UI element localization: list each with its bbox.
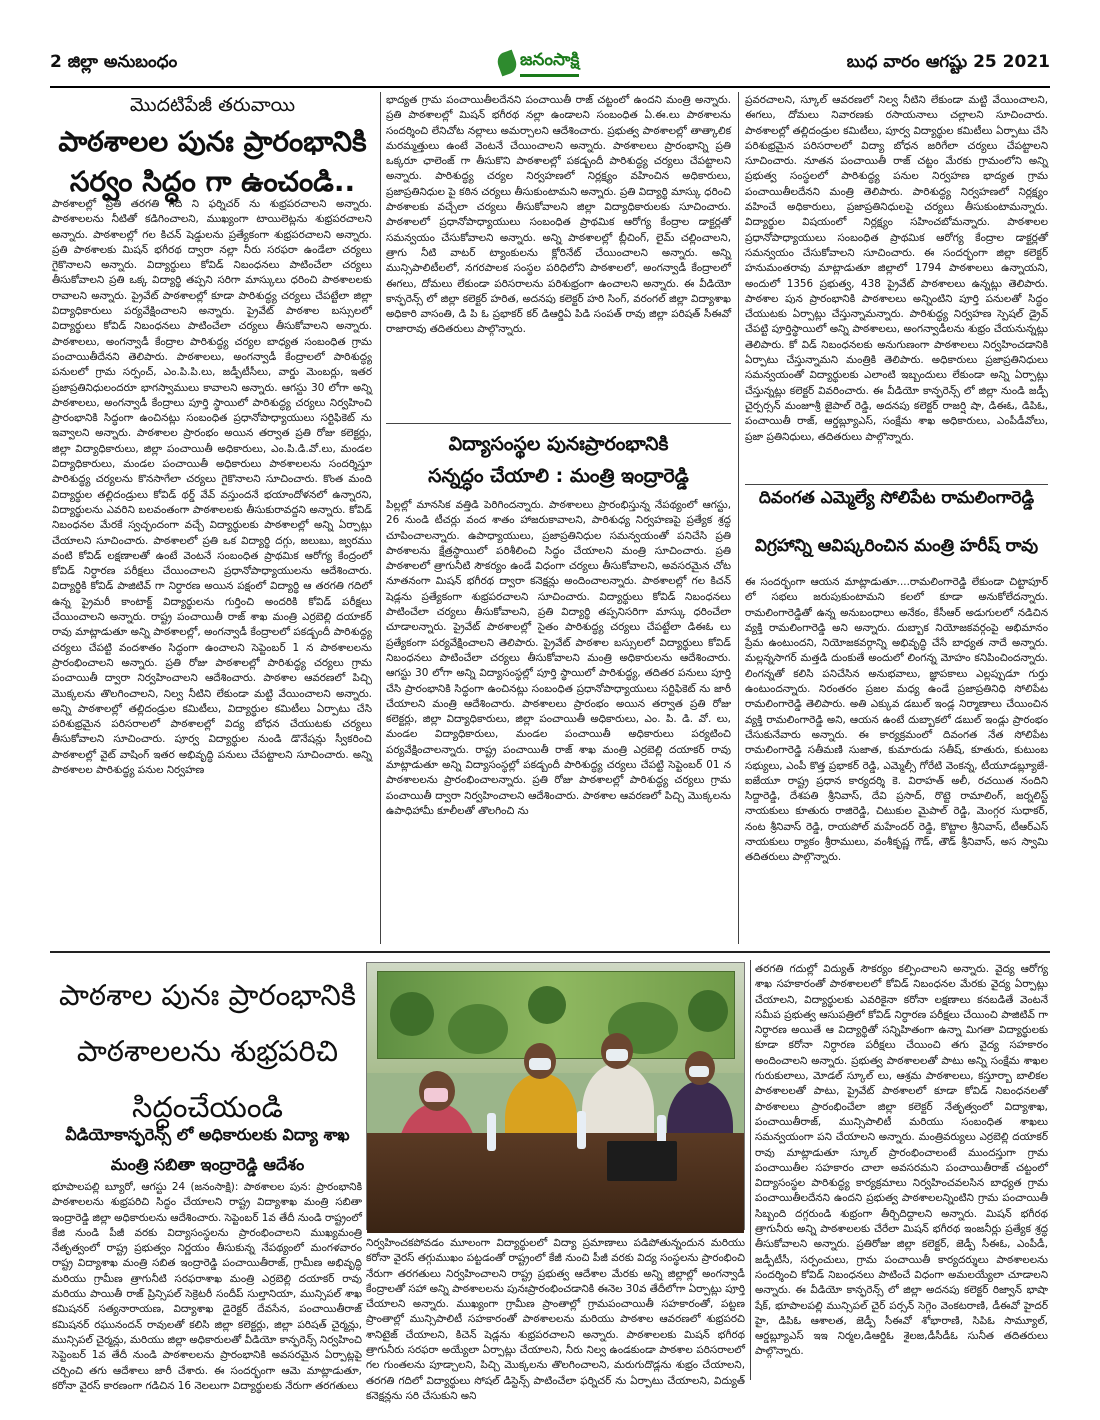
education-story-body: పిల్లల్లో మానసిక వత్తిడి పెరిగిందన్నారు. పాఠశాలలు ప్రారంభిస్తున్న నేపథ్యంలో ఆగస్టు, 26 నుండి టీచర్లు వంద శాతం హాజరుకావాలని, పారిశుధ్య నిర్వహణపై ప్రత్యేక శ్రద్ధ చూపించాలన్నారు. ఉపాధ్యాయులు, ప్రజాప్రతినిధుల సమన్వయంతో పనిచేసి ప్రతి పాఠశాలను క్షేత్రస్థాయిలో పరిశీలించి సిద్ధం చేయాలని మంత్రి సూచించారు. ప్రతి పాఠశాలలో త్రాగునీటి సౌకర్యం ఉండే విధంగా చర్యలు తీసుకోవాలని, అవసరమైన చోట నూతనంగా మిషన్ భగీరథ ద్వారా కనెక్షన్లు అందించాలన్నారు. పాఠశాలల్లో గల కిచన్ షెడ్లను ప్రత్యేకంగా శుభ్రపరచాలని సూచించారు. విద్యార్థులు కోవిడ్ నిబంధనలు పాటించేలా చర్యలు తీసుకోవాలని, ప్రతి విద్యార్థి తప్పనిసరిగా మాస్కు ధరించేలా చూడాలన్నారు. ప్రైవేట్ పాఠశాలల్లో సైతం పారిశుద్ధ్య చర్యలు చేపట్టేలా డిఈఓ లు ప్రత్యేకంగా పర్యవేక్షించాలని తెలిపారు. ప్రైవేట్ పాఠశాల బస్సులలో విద్యార్థులు కోవిడ్ నిబంధనలు పాటించేలా చర్యలు తీసుకోవాలని మంత్రి అధికారులను ఆదేశించారు. ఆగస్టు 30 లోగా అన్ని విద్యాసంస్థల్లో పూర్తి స్థాయిలో పారిశుద్ధ్య, తదితర పనులు పూర్తి చేసి ప్రారంభానికి సిద్ధంగా ఉంచినట్లు సంబంధిత ప్రధానోపాధ్యాయులు సర్టిఫికెట్ ను జారీ చేయాలని మంత్రి ఆదేశించారు. పాఠశాలలు ప్రారంభం అయిన తర్వాత ప్రతి రోజు కలెక్టర్లు, జిల్లా విద్యాధికారులు, జిల్లా పంచాయితీ అధికారులు, ఎం. పి. డి. వో. లు, మండల విద్యాధికారులు, మండల పంచాయితీ అధికారులు పర్యటించి పర్యవేక్షించాలన్నారు. రాష్ట్ర పంచాయితీ రాజ్ శాఖ మంత్రి ఎర్రబెల్లి దయాకర్ రావు మాట్లాడుతూ అన్ని విద్యాసంస్థల్లో పకడ్బందీ పారిశుద్ధ్య చర్యలు చేపట్టి సెప్టెంబర్ 01 న పాఠశాలలను ప్రారంభించాలన్నారు. ప్రతి రోజు పాఠశాలల్లో పారిశుద్ధ్య చర్యలు గ్రామ పంచాయితీ ద్వారా నిర్వహించాలని ఆదేశించారు. పాఠశాల ఆవరణలో పిచ్చి మొక్కలను ఉపాధిహామీ కూలీలతో తొలగించి ను xyxy=(386,499,731,817)
backdrop-banner xyxy=(377,971,735,1059)
statue-headline-2: విగ్రహాన్ని ఆవిష్కరించిన మంత్రి హరీష్ రావు xyxy=(754,536,1039,556)
page-header xyxy=(50,44,1050,86)
masthead-logo xyxy=(498,44,618,82)
bottom-body-middle: నిర్వహించకపోవడం మూలంగా విద్యార్థులలో విద్యా ప్రమాణాలు పడిపోతున్నందున మరియు కరోనా వైరస్ తగ్గుముఖం పట్టడంతో రాష్ట్రంలో కేజీ నుంచి పీజీ వరకు విద్య సంస్థలను ప్రారంభించి నేరుగా తరగతులు నిర్వహించాలని రాష్ట్ర ప్రభుత్వ ఆదేశాల మేరకు అన్ని జిల్లాల్లో అంగన్వాడీ కేంద్రాలతో సహా అన్ని పాఠశాలలను పునఃప్రారంభించడానికి ఈనెల 30వ తేదీలోగా ఏర్పాట్లు పూర్తి చేయాలని అన్నారు. ముఖ్యంగా గ్రామీణ ప్రాంతాల్లో గ్రామపంచాయితీ సహకారంతో, పట్టణ ప్రాంతాల్లో మున్సిపాలిటీ సహకారంతో పాఠశాలలను మరియు పాఠశాల ఆవరణలో శుభ్రపరచి శానిటైజ్ చేయాలని, కిచెన్ షెడ్లను శుభ్రపరచాలని అన్నారు. పాఠశాలలకు మిషన్ భగీరథ త్రాగునీరు సరఫరా అయ్యేలా ఏర్పాట్లు చేయాలని, నీరు నిల్వ ఉండకుండా పాఠశాల పరిసరాలలో గల గుంతలను పూడ్చాలని, పిచ్చి మొక్కలను తొలగించాలని, మరుగుదొడ్లను శుభ్రం చేయాలని, తరగతి గదిలో విద్యార్థులు సోషల్ డిస్టెన్స్ పాటించేలా ఫర్నిచర్ ను ఏర్పాటు చేయాలని, విద్యుత్ కనెక్షన్లను సరి చేసుకుని అని xyxy=(366,1237,745,1402)
page-section-label: 2 జిల్లా అనుబంధం xyxy=(50,52,178,72)
header-rule xyxy=(50,86,1050,88)
column-divider xyxy=(738,92,739,944)
lead-headline: పాఠశాలల పునః ప్రారంభానికి సర్వం సిద్ధం గా ఉంచండి.. xyxy=(58,125,367,198)
bottom-body-left: భూపాలపల్లి బ్యూరో, ఆగస్టు 24 (జనంసాక్షి): పాఠశాలల పున: ప్రారంభానికి పాఠశాలలను శుభ్రపరిచి సిద్ధం చేయాలని రాష్ట్ర విద్యాశాఖ మంత్రి సబితా ఇంద్రారెడ్డి జిల్లా అధికారులను ఆదేశించారు. సెప్టెంబర్ 1వ తేదీ నుండి రాష్ట్రంలో కేజి నుండి పీజీ వరకు విద్యాసంస్థలను ప్రారంభించాలని ముఖ్యమంత్రి నేతృత్వంలో రాష్ట్ర ప్రభుత్వం నిర్ణయం తీసుకున్న నేపథ్యంలో మంగళవారం రాష్ట్ర విద్యాశాఖ మంత్రి సబిత ఇంద్రారెడ్డి పంచాయితీరాజ్, గ్రామీణ అభివృద్ధి మరియు గ్రామీణ త్రాగునీటి సరఫరాశాఖ మంత్రి ఎర్రబెల్లి దయాకర్ రావు మరియు పాయితీ రాజ్ ప్రిన్సిపల్ సెక్రెటరీ సందీప్ సుల్తానియా, మున్సిపల్ శాఖ కమిషనర్ సత్యనారాయణ, విద్యాశాఖ డైరెక్టర్ దేవసేన, పంచాయితీరాజ్ కమిషనర్ రఘునందన్ రావులతో కలిసి జిల్లా కలెక్టర్లు, జిల్లా పరిషత్ చైర్మన్లు, మున్సిపల్ చైర్మన్లు, మరియు జిల్లా అధికారులతో వీడియో కాన్ఫరెన్స్ నిర్వహించి సెప్టెంబర్ 1వ తేదీ నుండి పాఠశాలలను ప్రారంభానికి అవసరమైన ఏర్పాట్లపై చర్చించి తగు ఆదేశాలు జారీ చేశారు. ఈ సందర్భంగా ఆమె మాట్లాడుతూ, కరోనా వైరస్ కారణంగా గడిచిన 16 నెలలుగా విద్యార్థులకు నేరుగా తరగతులు xyxy=(52,1181,362,1392)
bottom-body-right: తరగతి గదుల్లో విద్యుత్ సౌకర్యం కల్పించాలని అన్నారు. వైద్య ఆరోగ్య శాఖ సహకారంతో పాఠశాలలలో కోవిడ్ నిబంధనల మేరకు వైద్య ఏర్పాట్లు చేయాలని, విద్యార్థులకు ఎవరికైనా కరోనా లక్షణాలు కనబడితే వెంటనే సమీప ప్రభుత్వ ఆసుపత్రిలో కోవిడ్ నిర్ధారణ పరీక్షలు చేయించి పాజిటివ్ గా నిర్ధారణ అయితే ఆ విద్యార్థితో సన్నిహితంగా ఉన్నా మిగతా విద్యార్థులకు కూడా కరోనా నిర్ధారణ పరీక్షలు చేయించి తగు వైద్య సహకారం అందించాలని అన్నారు. ప్రభుత్వ పాఠశాలలతో పాటు అన్ని సంక్షేమ శాఖల గురుకులాలు, మోడల్ స్కూల్ లు, ఆశ్రమ పాఠశాలలు, కస్తూర్బా బాలికల పాఠశాలలతో పాటు, ప్రైవేట్ పాఠశాలలో కూడా కోవిడ్ నిబంధనలతో పాఠశాలలు ప్రారంభించేలా జిల్లా కలెక్టర్ నేతృత్వంలో విద్యాశాఖ, పంచాయితీరాజ్, మున్సిపాలిటీ మరియు సంబంధిత శాఖలు సమన్వయంగా పని చేయాలని అన్నారు. మంత్రివర్యులు ఎర్రబెల్లి దయాకర్ రావు మాట్లాడుతూ స్కూల్ ప్రారంభించాలంటే ముందస్తుగా గ్రామ పంచాయితీల సహకారం చాలా అవసరమని పంచాయితీరాజ్ చట్టంలో విద్యాసంస్థల పారిశుద్ధ్య కార్యక్రమాలు నిర్వహించవలసిన బాధ్యత గ్రామ పంచాయితీలదేనని ఉందని ప్రభుత్వ పాఠశాలలన్నింటిని గ్రామ పంచాయితీ సిబ్బంది దగ్గరుండి శుభ్రంగా తీర్చిదిద్దాలని అన్నారు. మిషన్ భగీరథ త్రాగునీరు అన్ని పాఠశాలలకు చేరేలా మిషన్ భగీరథ ఇంజనీర్లు ప్రత్యేక శ్రద్ధ తీసుకోవాలని అన్నారు. ప్రతిరోజు జిల్లా కలెక్టర్, జెడ్పీ సీఈఓ, ఎంపీడీ, జడ్పీటీసీ, సర్పంచులు, గ్రామ పంచాయితీ కార్యదర్శులు పాఠశాలలను సందర్శించి కోవిడ్ నిబంధనలు పాటించే విధంగా అమలయ్యేలా చూడాలని అన్నారు. ఈ వీడియో కాన్ఫరెన్స్ లో జిల్లా అదనపు కలెక్టర్ రిజ్వాన్ భాషా షేక్, భూపాలపల్లి మున్సిపల్ చైర్ పర్సన్ సెగ్గెం వెంకటరాణి, డీఈవో హైదర్ హై, డిపిఓ ఆశాలత, జెడ్పీ సీఈవో శోభారాణి, సిపిఓ సామ్యూల్, ఆర్డబ్ల్యూఎస్ ఇఇ నిర్మల,డిఆర్డిఓ శైలజ,డీసీడీఓ సునీత తదితరులు పాల్గొన్నారు. xyxy=(755,963,1048,1358)
column-divider xyxy=(380,92,381,944)
education-headline-2: సన్నద్ధం చేయాలి : మంత్రి ఇంద్రారెడ్డి xyxy=(428,465,689,487)
section-divider xyxy=(386,423,731,424)
statue-headline-1: దివంగత ఎమ్మెల్యే సోలిపేట రామలింగారెడ్డి xyxy=(758,488,1035,508)
lead-kicker: మొదటిపేజీ తరువాయి xyxy=(129,94,296,116)
video-conference-photo xyxy=(366,962,745,1230)
conference-table xyxy=(367,1133,744,1233)
bottom-deck: వీడియోకాన్ఫరెన్స్ లో అధికారులకు విద్యా శాఖ మంత్రి సబితా ఇంద్రారెడ్డి ఆదేశం xyxy=(65,1125,350,1174)
continued-story-body: భాద్యత గ్రామ పంచాయితీలదేనని పంచాయితీ రాజ్ చట్టంలో ఉందని మంత్రి అన్నారు. ప్రతి పాఠశాలల్లో మిషన్ భగీరథ నల్లా ఉండాలని సంబంధిత ఏ.ఈ.లు పాఠశాలను సందర్శించి లేనిచోట నల్లాలు అమర్చాలని ఆదేశించారు. ప్రభుత్వ పాఠశాలల్లో తాత్కాలిక మరమ్మత్తులు ఉంటే వెంటనే చేయించాలని అన్నారు. పాఠశాలలు ప్రారంభాన్ని ప్రతి ఒక్కరూ ఛాలెంజ్ గా తీసుకొని పాఠశాలల్లో పకడ్బందీ పారిశుద్ధ్య చర్యలు చేపట్టాలని అన్నారు. పారిశుద్ధ్య చర్యల నిర్వహణలో నిర్లక్ష్యం వహించిన అధికారులు, ప్రజాప్రతినిధుల పై కఠిన చర్యలు తీసుకుంటామని అన్నారు. ప్రతి విద్యార్థి మాస్కు ధరించి పాఠశాలకు వచ్చేలా చర్యలు తీసుకోవాలని జిల్లా విద్యాధికారులకు సూచించారు. పాఠశాలలో ప్రధానోపాధ్యాయులు సంబంధిత ప్రాథమిక ఆరోగ్య కేంద్రాల డాక్టర్లతో సమన్వయం చేసుకోవాలని అన్నారు. అన్ని పాఠశాలల్లో బ్లీచింగ్, లైమ్ చల్లించాలని, త్రాగు నీటి వాటర్ ట్యాంకులను క్లోరినేట్ చేయించాలని అన్నారు. అన్ని మున్సిపాలిటీలలో, నగరపాలక సంస్థల పరిధిలోని పాఠశాలలో, అంగన్వాడీ కేంద్రాలలో ఈగలు, దోమలు లేకుండా పరిసరాలను పరిశుభ్రంగా ఉంచాలని అన్నారు. ఈ వీడియో కాన్ఫరెన్స్ లో జిల్లా కలెక్టర్ హరిత, అదనపు కలెక్టర్ హరి సింగ్, వరంగల్ జిల్లా విద్యాశాఖ అధికారి వాసంతి, డి పి ఓ ప్రభాకర్ కర్ డిఆర్డిఏ పిడి సంపత్ రావు జిల్లా పరిషత్ సీఈవో రాజారావు తదితరులు పాల్గొన్నారు. xyxy=(386,94,731,336)
leaf-icon xyxy=(495,50,519,77)
column-divider xyxy=(750,960,751,1380)
page-date: బుధ వారం ఆగష్టు 25 2021 xyxy=(846,52,1050,72)
education-headline-1: విద్యాసంస్థల పునఃప్రారంభానికి xyxy=(448,433,669,455)
bottom-headline: పాఠశాల పునః ప్రారంభానికి పాఠశాలలను శుభ్రపరిచి సిద్ధంచేయండి xyxy=(58,978,357,1124)
logo-text: జనంసాక్షి xyxy=(520,50,579,77)
collector-story-body: ప్రవరచాలని, స్కూల్ ఆవరణలో నిల్వ నీటిని లేకుండా మట్టి వేయించాలని, ఈగలు, దోమలు నివారణకు రసాయనాలు చల్లాలని సూచించారు. పాఠశాలల్లో తల్లిదండ్రుల కమిటీలు, పూర్వ విద్యార్థుల కమిటీలు ఏర్పాటు చేసి పరిశుభ్రమైన పరిసరాలలో విద్యా బోధన జరిగేలా చర్యలు చేపట్టాలని సూచించారు. నూతన పంచాయితీ రాజ్ చట్టం మేరకు గ్రామంలోని అన్ని ప్రభుత్వ సంస్థలలో పారిశుద్ధ్య పనుల నిర్వహణ భాద్యత గ్రామ పంచాయితీలదేనని మంత్రి తెలిపారు. పారిశుద్ధ్య నిర్వహణలో నిర్లక్ష్యం వహించే అధికారులు, ప్రజాప్రతినిధులపై చర్యలు తీసుకుంటామన్నారు. విద్యార్థుల విషయంలో నిర్లక్ష్యం సహించబోమన్నారు. పాఠశాలల ప్రధానోపాధ్యాయులు సంబంధిత ప్రాథమిక ఆరోగ్య కేంద్రాల డాక్టర్లతో సమన్వయం చేసుకోవాలని సూచించారు. ఈ సందర్భంగా జిల్లా కలెక్టర్ హనుమంతరావు మాట్లాడుతూ జిల్లాలో 1794 పాఠశాలలు ఉన్నాయని, అందులో 1356 ప్రభుత్వ, 438 ప్రైవేట్ పాఠశాలలు ఉన్నట్లు తెలిపారు. పాఠశాల పున ప్రారంభానికి పాఠశాలలు అన్నింటిని పూర్తి పనులతో సిద్ధం చేయుటకు ఏర్పాట్లు చేస్తున్నామన్నారు. పారిశుద్ధ్య నిర్వహణ స్పెషల్ డ్రైవ్ చేపట్టి పూర్తిస్థాయిలో అన్ని పాఠశాలలు, అంగన్వాడీలను శుభ్రం చేయనున్నట్లు తెలిపారు. కో విడ్ నిబంధనలకు అనుగుణంగా పాఠశాలలు నిర్వహించడానికి ఏర్పాటు చేస్తున్నామని మంత్రికి తెలిపారు. అధికారులు ప్రజాప్రతినిధులు సమన్వయంతో విద్యార్థులకు ఎలాంటి ఇబ్బందులు లేకుండా అన్ని ఏర్పాట్లు చేస్తున్నట్లు కలెక్టర్ వివరించారు. ఈ వీడియో కాన్ఫరెన్స్ లో జిల్లా నుండి జడ్పీ చైర్పర్సన్ మంజూశ్రీ జైపాల్ రెడ్డి, అదనపు కలెక్టర్ రాజర్షి షా, డిఈఓ, డిపిఓ, పంచాయితీ రాజ్, ఆర్డబ్ల్యూఎస్, సంక్షేమ శాఖ అధికారులు, ఎంపీడీవోలు, ప్రజా ప్రతినిధులు, తదితరులు పాల్గొన్నారు. xyxy=(745,94,1048,443)
page-section-rule xyxy=(50,951,1050,953)
lead-body: పాఠశాలల్లో ప్రతి తరగతి గది ని ఫర్నిచర్ ను శుభ్రపరచాలని అన్నారు. పాఠశాలలను నీటితో కడిగించాలని, ముఖ్యంగా టాయిలెట్లను శుభ్రపరచాలని అన్నారు. పాఠశాలల్లో గల కిచన్ షెడ్డులను ప్రత్యేకంగా శుభ్రపరచాలని అన్నారు. ప్రతి పాఠశాలకు మిషన్ భగీరథ ద్వారా నల్లా నీరు సరఫరా ఉండేలా చర్యలు గైకొనాలని అన్నారు. విద్యార్థులు కోవిడ్ నిబంధనలు పాటించేలా చర్యలు తీసుకోవాలని ప్రతి ఒక్క విద్యార్థి తప్పని సరిగా మాస్కులు ధరించి పాఠశాలలకు రావాలని అన్నారు. ప్రైవేట్ పాఠశాలల్లో కూడా పారిశుద్ధ్య చర్యలు చేపట్టేలా జిల్లా విద్యాధికారులు పర్యవేక్షించాలని అన్నారు. ప్రైవేట్ పాఠశాల బస్సులలో విద్యార్థులు కోవిడ్ నిబంధనలు పాటించేలా చర్యలు తీసుకోవాలని అన్నారు. పాఠశాలలు, అంగన్వాడీ కేంద్రాల పారిశుద్ధ్య చర్యల బాధ్యత సంబంధిత గ్రామ పంచాయితీదేనని తెలిపారు. పాఠశాలలు, అంగన్వాడీ కేంద్రాలలో పారిశుద్ధ్య పనులలో గ్రామ సర్పంచ్, ఎం.పి.పి.లు, జడ్పీటీసీలు, వార్డు మెంబర్లు, ఇతర ప్రజాప్రతినిధులందరూ భాగస్వాములు కావాలని అన్నారు. ఆగస్టు 30 లోగా అన్ని పాఠశాలలు, అంగన్వాడీ కేంద్రాలు పూర్తి స్థాయిలో పారిశుద్ధ్య చర్యలు నిర్వహించి ప్రారంభానికి సిద్ధంగా ఉంచినట్లు సంబంధిత ప్రధానోపాధ్యాయులు సర్టిఫికెట్ ను ఇవ్వాలని అన్నారు. పాఠశాలల ప్రారంభం అయిన తర్వాత ప్రతి రోజు కలెక్టర్లు, జిల్లా విద్యాధికారులు, జిల్లా పంచాయితీ అధికారులు, ఎం.పి.డి.వో.లు, మండల విద్యాధికారులు, మండల పంచాయితీ అధికారులు పాఠశాలలను సందర్శిస్తూ పారిశుద్ధ్య చర్యలను కొనసాగేలా చర్యలు గైకొనాలని సూచించారు. కొంత మంది విద్యార్థుల తల్లిదండ్రులు కోవిడ్ థర్డ్ వేవ్ వస్తుందనే భయాందోళనలో ఉన్నారని, విద్యార్థులను ఎవరిని బలవంతంగా పాఠశాలలకు తీసుకురావద్దని అన్నారు. కోవిడ్ నిబంధనల మేరకే స్వచ్ఛందంగా వచ్చే విద్యార్థులకు పాఠశాలల్లో అన్ని ఏర్పాట్లు చేయాలని సూచించారు. పాఠశాలలో ప్రతి ఒక విద్యార్థి దగ్గు, జలుబు, జ్వరము వంటి కోవిడ్ లక్షణాలతో ఉంటే వెంటనే సంబంధిత ప్రాథమిక ఆరోగ్య కేంద్రంలో కోవిడ్ నిర్ధారణ పరీక్షలు చేయించాలని ప్రధానోపాధ్యాయులను ఆదేశించారు. విద్యార్థికి కోవిడ్ పాజిటివ్ గా నిర్ధారణ అయిన పక్షంలో విద్యార్థి ఆ తరగతి గదిలో ఉన్న ప్రైమరీ కాంటాక్ట్ విద్యార్థులను గుర్తించి అందరికి కోవిడ్ పరీక్షలు చేయించాలని అన్నారు. రాష్ట్ర పంచాయితీ రాజ్ శాఖ మంత్రి ఎర్రబెల్లి దయాకర్ రావు మాట్లాడుతూ అన్ని పాఠశాలల్లో, అంగన్వాడీ కేంద్రాలలో పకడ్బందీ పారిశుద్ధ్య చర్యలు చేపట్టి వందశాతం సిద్ధంగా ఉంచాలని సెప్టెంబర్ 1 న పాఠశాలలను ప్రారంభించాలని అన్నారు. ప్రతి రోజు పాఠశాలల్లో పారిశుద్ధ్య చర్యలు గ్రామ పంచాయితీ ద్వారా నిర్వహించాలని ఆదేశించారు. పాఠశాల ఆవరణలో పిచ్చి మొక్కలను తొలగించాలని, నిల్వ నీటిని లేకుండా మట్టి వేయించాలని అన్నారు. అన్ని పాఠశాలల్లో తల్లిదండ్రుల కమిటీలు, విద్యార్థుల కమిటీలు ఏర్పాటు చేసి పరిశుభ్రమైన పరిసరాలలో పాఠశాలల్లో విద్య బోధన చేయుటకు చర్యలు తీసుకోవాలని సూచించారు. పూర్వ విద్యార్థుల నుండి డొనేషన్లు స్వీకరించి పాఠశాలల్లో వైట్ వాషింగ్ ఇతర అభివృద్ధి పనులు చేపట్టాలని సూచించారు. అన్ని పాఠశాలల పారిశుద్ధ్య పనుల నిర్వహణ xyxy=(52,198,372,776)
statue-story-body: ఈ సందర్భంగా ఆయన మాట్లాడుతూ....రామలింగారెడ్డి లేకుండా చిట్టాపూర్ లో సభలు జరుపుకుంటామని కలలో కూడా అనుకోలేదన్నారు. రామలింగారెడ్డితో ఉన్న అనుబంధాలు అనేకం, కేసీఆర్ అడుగులలో నడిచిన వ్యక్తి రామలింగారెడ్డి అని అన్నారు. దుబ్బాక నియోజకవర్గంపై అభిమానం ప్రేమ ఉంటుందని, నియోజకవర్గాన్ని అభివృద్ధి చేసే బాధ్యత నాదే అన్నారు. మల్లన్నసాగర్ మత్తడి దుంకుతే అందులో లింగన్న మోహం కనిపించిందన్నారు. లింగన్నతో కలిసి పనిచేసిన అనుభవాలు, జ్ఞాపకాలు ఎల్లప్పుడూ గుర్తు ఉంటుందన్నారు. నిరంతరం ప్రజల మధ్య ఉండే ప్రజాప్రతినిధి సోలిపేట రామలింగారెడ్డి తెలిపారు. అతి ఎక్కువ డబుల్ ఇండ్ల నిర్మాణాలు చేయించిన వ్యక్తి రామలింగారెడ్డి అని, ఆయన ఉంటే దుబ్బాకలో డబుల్ ఇండ్లు ప్రారంభం చేసుకునేవారు అన్నారు. ఈ కార్యక్రమంలో దివంగత నేత సోలిపేట రామలింగారెడ్డి సతీమణి సుజాత, కుమారుడు సతీష్, కూతురు, కుటుంబ సభ్యులు, ఎంపీ కొత్త ప్రభాకర్ రెడ్డి, ఎమ్మెల్సీ గోరేటి వెంకన్న, టీయూడబ్ల్యూజే-ఐజేయూ రాష్ట్ర ప్రధాన కార్యదర్శి కె. విరాహత్ అలీ, రచయిత నందిని సిద్దారెడ్డి, దేశపతి శ్రీనివాస్, దేవి ప్రసాద్, రొట్టె రామాలింగ్, జర్నలిస్ట్ నాయకులు కూతురు రాజిరెడ్డి, చిటుకుల మైపాల్ రెడ్డి, మెంగ్గర సుధాకర్, నంట శ్రీనివాస్ రెడ్డి, రాయపోల్ మహేందర్ రెడ్డి, కొట్టాల శ్రీనివాస్, టీఆర్ఎస్ నాయకులు ర్యాకం శ్రీరాములు, వంశీకృష్ణ గౌడ్, తౌడ్ శ్రీనివాస్, అస స్వామి తదితరులు పాల్గొన్నారు. xyxy=(745,576,1048,864)
